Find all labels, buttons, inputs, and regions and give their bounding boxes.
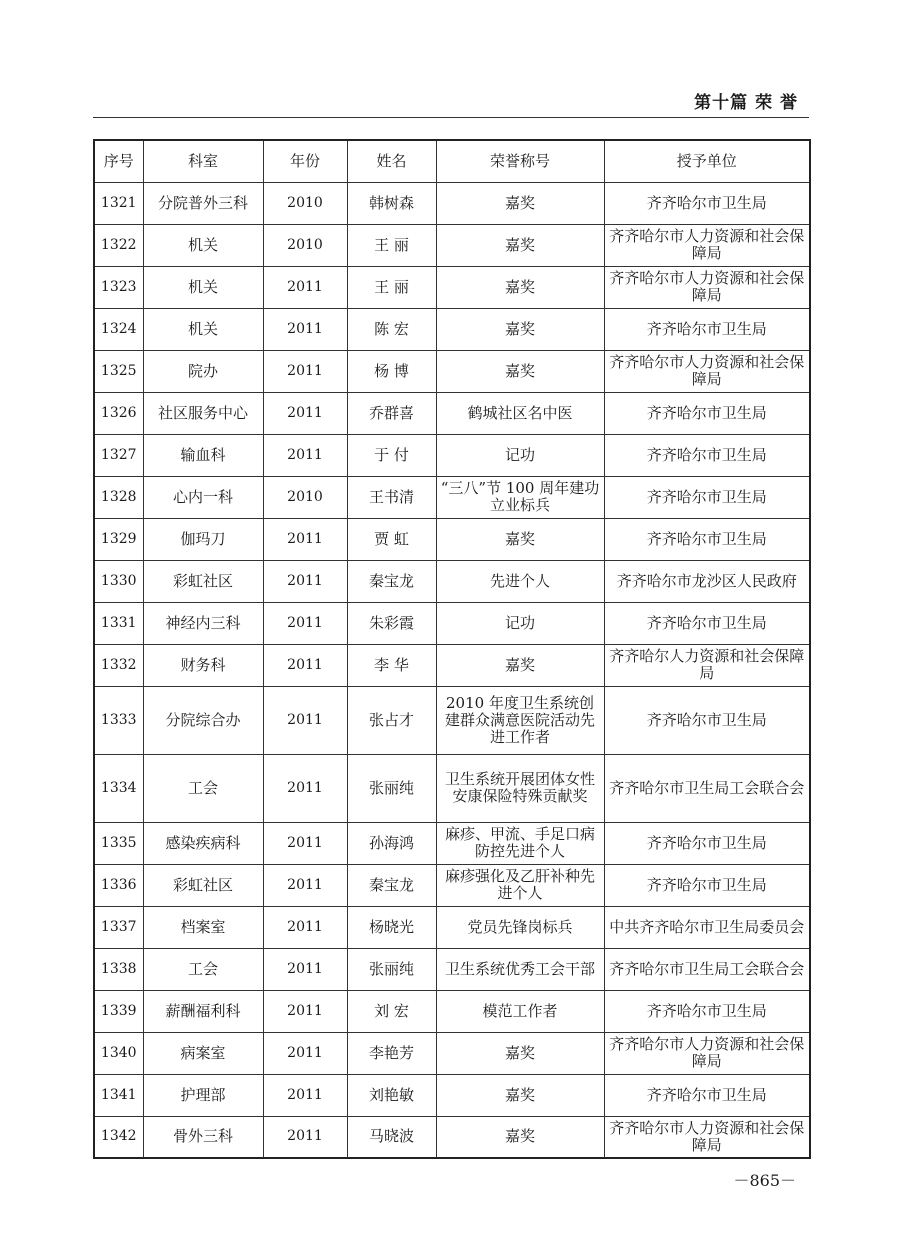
department-cell: 社区服务中心 [143,392,263,434]
department-cell: 机关 [143,308,263,350]
honor-title-cell: 党员先锋岗标兵 [436,906,604,948]
table-row [94,518,810,560]
year-cell: 2011 [263,602,347,644]
awarding-unit-cell: 齐齐哈尔市卫生局 [604,1074,810,1116]
year-cell: 2011 [263,518,347,560]
column-header: 科室 [143,140,263,182]
year-cell: 2011 [263,1074,347,1116]
year-cell: 2011 [263,864,347,906]
name-cell: 马晓波 [347,1116,436,1158]
name-cell: 孙海鸿 [347,822,436,864]
honor-title-cell: 嘉奖 [436,308,604,350]
department-cell: 工会 [143,948,263,990]
department-cell: 彩虹社区 [143,560,263,602]
serial-cell: 1326 [94,392,143,434]
table-row [94,1074,810,1116]
serial-cell: 1321 [94,182,143,224]
awarding-unit-cell: 齐齐哈尔市卫生局 [604,392,810,434]
name-cell: 杨 博 [347,350,436,392]
table-row [94,754,810,822]
honor-title-cell: 嘉奖 [436,518,604,560]
year-cell: 2011 [263,822,347,864]
year-cell: 2011 [263,350,347,392]
awarding-unit-cell: 齐齐哈尔市人力资源和社会保障局 [604,1116,810,1158]
honor-title-cell: 嘉奖 [436,1074,604,1116]
serial-cell: 1338 [94,948,143,990]
honor-title-cell: 卫生系统优秀工会干部 [436,948,604,990]
serial-cell: 1341 [94,1074,143,1116]
year-cell: 2011 [263,1116,347,1158]
name-cell: 杨晓光 [347,906,436,948]
year-cell: 2011 [263,266,347,308]
department-cell: 分院综合办 [143,686,263,754]
year-cell: 2011 [263,990,347,1032]
serial-cell: 1324 [94,308,143,350]
table-row [94,906,810,948]
honor-title-cell: 模范工作者 [436,990,604,1032]
table-row [94,686,810,754]
table-header-row [94,140,810,182]
name-cell: 王书清 [347,476,436,518]
honor-title-cell: 卫生系统开展团体女性安康保险特殊贡献奖 [436,754,604,822]
table-row [94,392,810,434]
serial-cell: 1330 [94,560,143,602]
year-cell: 2010 [263,224,347,266]
awarding-unit-cell: 齐齐哈尔市人力资源和社会保障局 [604,224,810,266]
table-row [94,434,810,476]
name-cell: 秦宝龙 [347,864,436,906]
year-cell: 2011 [263,686,347,754]
name-cell: 王 丽 [347,224,436,266]
year-cell: 2011 [263,392,347,434]
awarding-unit-cell: 齐齐哈尔市人力资源和社会保障局 [604,1032,810,1074]
awarding-unit-cell: 齐齐哈尔市人力资源和社会保障局 [604,350,810,392]
department-cell: 心内一科 [143,476,263,518]
year-cell: 2011 [263,754,347,822]
name-cell: 张丽纯 [347,948,436,990]
column-header: 年份 [263,140,347,182]
year-cell: 2011 [263,434,347,476]
column-header: 序号 [94,140,143,182]
serial-cell: 1323 [94,266,143,308]
awarding-unit-cell: 齐齐哈尔市人力资源和社会保障局 [604,266,810,308]
table-row [94,182,810,224]
awarding-unit-cell: 齐齐哈尔市卫生局 [604,182,810,224]
year-cell: 2011 [263,1032,347,1074]
serial-cell: 1332 [94,644,143,686]
honor-title-cell: 嘉奖 [436,266,604,308]
column-header: 荣誉称号 [436,140,604,182]
name-cell: 贾 虹 [347,518,436,560]
honor-title-cell: 嘉奖 [436,350,604,392]
serial-cell: 1340 [94,1032,143,1074]
header-divider [93,117,809,118]
serial-cell: 1327 [94,434,143,476]
awarding-unit-cell: 齐齐哈尔人力资源和社会保障局 [604,644,810,686]
honor-title-cell: 嘉奖 [436,224,604,266]
serial-cell: 1328 [94,476,143,518]
honor-title-cell: 嘉奖 [436,182,604,224]
department-cell: 彩虹社区 [143,864,263,906]
year-cell: 2011 [263,644,347,686]
department-cell: 病案室 [143,1032,263,1074]
table-row [94,350,810,392]
name-cell: 韩树森 [347,182,436,224]
honor-title-cell: 嘉奖 [436,1116,604,1158]
column-header: 授予单位 [604,140,810,182]
serial-cell: 1335 [94,822,143,864]
department-cell: 机关 [143,266,263,308]
awarding-unit-cell: 齐齐哈尔市卫生局 [604,518,810,560]
awarding-unit-cell: 齐齐哈尔市卫生局 [604,686,810,754]
honors-table [93,139,811,1159]
awarding-unit-cell: 齐齐哈尔市卫生局工会联合会 [604,754,810,822]
honor-title-cell: 记功 [436,434,604,476]
name-cell: 朱彩霞 [347,602,436,644]
awarding-unit-cell: 齐齐哈尔市卫生局工会联合会 [604,948,810,990]
department-cell: 档案室 [143,906,263,948]
table-row [94,224,810,266]
year-cell: 2011 [263,906,347,948]
department-cell: 护理部 [143,1074,263,1116]
name-cell: 张丽纯 [347,754,436,822]
name-cell: 李艳芳 [347,1032,436,1074]
honor-title-cell: 嘉奖 [436,644,604,686]
serial-cell: 1337 [94,906,143,948]
department-cell: 感染疾病科 [143,822,263,864]
page-number: －865－ [733,1171,796,1190]
table-row [94,864,810,906]
table-row [94,476,810,518]
honor-title-cell: 2010 年度卫生系统创建群众满意医院活动先进工作者 [436,686,604,754]
awarding-unit-cell: 齐齐哈尔市卫生局 [604,990,810,1032]
serial-cell: 1342 [94,1116,143,1158]
awarding-unit-cell: 齐齐哈尔市卫生局 [604,434,810,476]
department-cell: 神经内三科 [143,602,263,644]
serial-cell: 1334 [94,754,143,822]
year-cell: 2011 [263,948,347,990]
serial-cell: 1336 [94,864,143,906]
honor-title-cell: 嘉奖 [436,1032,604,1074]
department-cell: 工会 [143,754,263,822]
awarding-unit-cell: 齐齐哈尔市卫生局 [604,476,810,518]
serial-cell: 1325 [94,350,143,392]
awarding-unit-cell: 齐齐哈尔市龙沙区人民政府 [604,560,810,602]
name-cell: 李 华 [347,644,436,686]
serial-cell: 1329 [94,518,143,560]
awarding-unit-cell: 齐齐哈尔市卫生局 [604,864,810,906]
department-cell: 伽玛刀 [143,518,263,560]
table-row [94,308,810,350]
department-cell: 薪酬福利科 [143,990,263,1032]
name-cell: 秦宝龙 [347,560,436,602]
year-cell: 2010 [263,476,347,518]
department-cell: 输血科 [143,434,263,476]
table-row [94,990,810,1032]
honor-title-cell: 麻疹强化及乙肝补种先进个人 [436,864,604,906]
honor-title-cell: 先进个人 [436,560,604,602]
name-cell: 于 付 [347,434,436,476]
table-row [94,602,810,644]
awarding-unit-cell: 齐齐哈尔市卫生局 [604,602,810,644]
department-cell: 分院普外三科 [143,182,263,224]
name-cell: 刘艳敏 [347,1074,436,1116]
serial-cell: 1339 [94,990,143,1032]
name-cell: 王 丽 [347,266,436,308]
honor-title-cell: 麻疹、甲流、手足口病防控先进个人 [436,822,604,864]
name-cell: 张占才 [347,686,436,754]
table-row [94,560,810,602]
honor-title-cell: 鹤城社区名中医 [436,392,604,434]
name-cell: 陈 宏 [347,308,436,350]
table-row [94,822,810,864]
honor-title-cell: 记功 [436,602,604,644]
table-row [94,1116,810,1158]
department-cell: 骨外三科 [143,1116,263,1158]
year-cell: 2011 [263,308,347,350]
table-row [94,266,810,308]
serial-cell: 1331 [94,602,143,644]
year-cell: 2011 [263,560,347,602]
awarding-unit-cell: 齐齐哈尔市卫生局 [604,308,810,350]
department-cell: 院办 [143,350,263,392]
awarding-unit-cell: 齐齐哈尔市卫生局 [604,822,810,864]
serial-cell: 1333 [94,686,143,754]
table-row [94,1032,810,1074]
table-row [94,948,810,990]
department-cell: 机关 [143,224,263,266]
year-cell: 2010 [263,182,347,224]
awarding-unit-cell: 中共齐齐哈尔市卫生局委员会 [604,906,810,948]
table-row [94,644,810,686]
serial-cell: 1322 [94,224,143,266]
column-header: 姓名 [347,140,436,182]
department-cell: 财务科 [143,644,263,686]
page-header-title: 第十篇 荣 誉 [694,93,798,113]
name-cell: 乔群喜 [347,392,436,434]
name-cell: 刘 宏 [347,990,436,1032]
honor-title-cell: “三八”节 100 周年建功立业标兵 [436,476,604,518]
